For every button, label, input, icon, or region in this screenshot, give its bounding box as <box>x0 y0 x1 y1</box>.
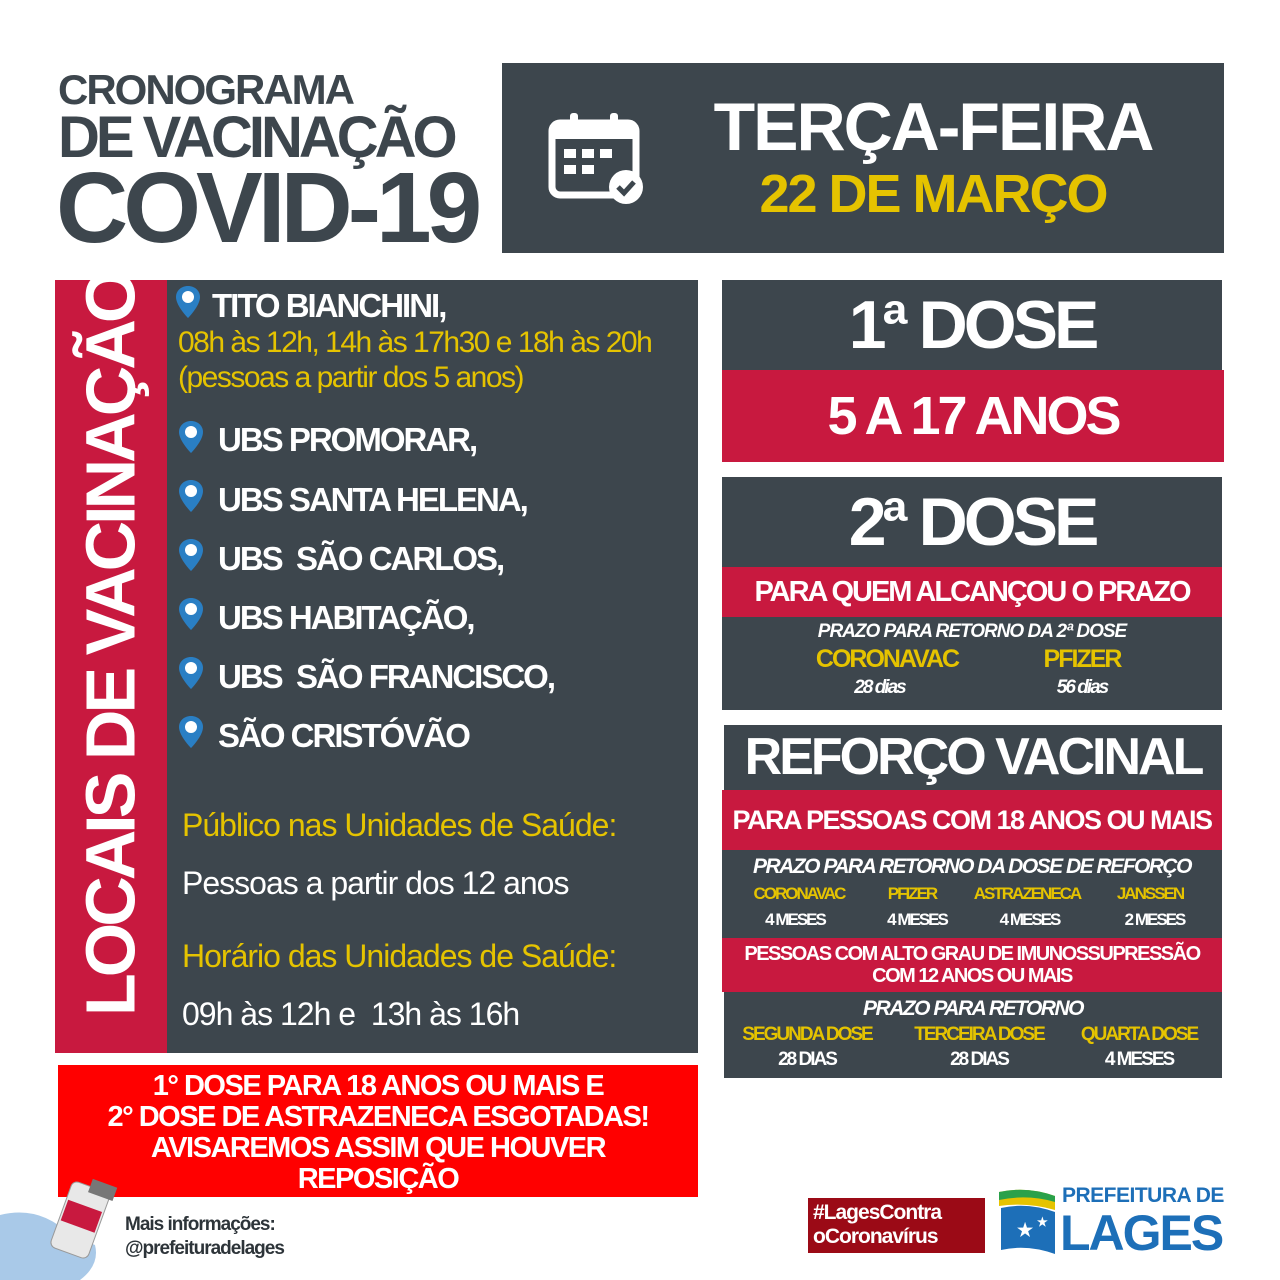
imuno-box <box>722 938 1222 992</box>
vaccine-name: PFIZER <box>887 884 937 903</box>
vaccine-time: 4 MESES <box>887 910 947 929</box>
vaccine-name: CORONAVAC <box>815 645 959 673</box>
location-pin-icon <box>178 479 204 513</box>
dose-name: QUARTA DOSE <box>1080 1024 1198 1045</box>
alert-line: AVISAREMOS ASSIM QUE HOUVER <box>150 1132 606 1164</box>
tito-hours: 08h às 12h, 14h às 17h30 e 18h às 20h <box>178 326 652 359</box>
logo-top: PREFEITURA DE <box>1062 1184 1224 1207</box>
dose2-title: 2ª DOSE <box>722 477 1222 567</box>
dose-time: 28 DIAS <box>950 1049 1008 1070</box>
location-pin-icon <box>178 597 204 631</box>
locais-strip <box>55 272 167 1053</box>
calendar-icon <box>548 111 648 207</box>
imuno-line1: PESSOAS COM ALTO GRAU DE IMUNOSSUPRESSÃO <box>744 943 1200 965</box>
imuno-prazo: PRAZO PARA RETORNO <box>863 997 1083 1020</box>
vaccine-time: 4 MESES <box>765 910 825 929</box>
vaccine-time: 4 MESES <box>999 910 1060 929</box>
alert-line: 1° DOSE PARA 18 ANOS OU MAIS E <box>152 1070 604 1102</box>
hashtag-badge <box>808 1198 985 1253</box>
tito-name: TITO BIANCHINI, <box>212 287 446 324</box>
dose2-prazo: PRAZO PARA RETORNO DA 2ª DOSE <box>817 621 1127 642</box>
dose1-title: 1ª DOSE <box>722 280 1222 370</box>
logo-main: LAGES <box>1060 1205 1223 1261</box>
vaccine-vial-image <box>0 1175 135 1280</box>
dose-time: 4 MESES <box>1104 1049 1174 1070</box>
date: 22 DE MARÇO <box>759 164 1107 224</box>
title-line1: CRONOGRAMA <box>58 66 353 113</box>
vaccine-name: ASTRAZENECA <box>973 884 1081 903</box>
title-line3: COVID-19 <box>56 152 478 264</box>
location-pin-icon <box>178 420 204 454</box>
alert-line: REPOSIÇÃO <box>297 1163 459 1195</box>
imuno-prazo-box <box>724 992 1222 1078</box>
vaccine-name: PFIZER <box>1043 645 1121 673</box>
vaccine-time: 56 dias <box>1056 677 1108 698</box>
unit-item: UBS SÃO CARLOS, <box>218 540 504 577</box>
vaccine-name: JANSSEN <box>1116 884 1184 903</box>
dose1-age: 5 A 17 ANOS <box>722 370 1224 462</box>
date-banner <box>502 63 1224 253</box>
dose-time: 28 DIAS <box>778 1049 836 1070</box>
reforco-sub: PARA PESSOAS COM 18 ANOS OU MAIS <box>722 790 1222 850</box>
horario-value: 09h às 12h e 13h às 16h <box>182 996 520 1032</box>
reforco-prazo-box <box>722 850 1222 938</box>
tito-note: (pessoas a partir dos 5 anos) <box>178 361 524 394</box>
dose2-sub: PARA QUEM ALCANÇOU O PRAZO <box>722 567 1222 617</box>
vaccine-time: 28 dias <box>854 677 905 698</box>
title-line2: DE VACINAÇÃO <box>58 105 454 170</box>
instagram-handle[interactable]: @prefeituradelages <box>125 1238 284 1259</box>
reforco-prazo: PRAZO PARA RETORNO DA DOSE DE REFORÇO <box>752 855 1192 878</box>
imuno-line2: COM 12 ANOS OU MAIS <box>872 965 1072 987</box>
publico-label: Público nas Unidades de Saúde: <box>182 807 617 843</box>
location-pin-icon <box>178 538 204 572</box>
unit-item: UBS HABITAÇÃO, <box>218 599 474 636</box>
locais-title: LOCAIS DE VACINAÇÃO <box>71 272 150 1016</box>
horario-label: Horário das Unidades de Saúde: <box>182 938 617 974</box>
svg-text:★: ★ <box>1037 1215 1046 1229</box>
weekday: TERÇA-FEIRA <box>713 89 1153 165</box>
vaccine-time: 2 MESES <box>1124 910 1185 929</box>
lages-flag-logo <box>997 1188 1059 1258</box>
reforco-title: REFORÇO VACINAL <box>724 725 1222 790</box>
svg-text:★: ★ <box>1017 1220 1032 1240</box>
dose-name: SEGUNDA DOSE <box>742 1024 872 1045</box>
location-pin-icon <box>175 285 201 319</box>
alert-line: 2° DOSE DE ASTRAZENECA ESGOTADAS! <box>107 1101 649 1133</box>
unit-item: UBS SANTA HELENA, <box>218 481 527 518</box>
hashtag-line: oCoronavírus <box>813 1225 938 1248</box>
location-pin-icon <box>178 656 204 690</box>
stock-alert <box>58 1065 698 1197</box>
dose2-prazo-box <box>722 617 1222 710</box>
location-pin-icon <box>178 715 204 749</box>
unit-item: SÃO CRISTÓVÃO <box>218 717 469 754</box>
vaccine-name: CORONAVAC <box>753 884 845 903</box>
info-label: Mais informações: <box>125 1214 275 1235</box>
dose-name: TERCEIRA DOSE <box>914 1024 1044 1045</box>
hashtag-line: #LagesContra <box>813 1201 942 1224</box>
unit-item: UBS PROMORAR, <box>218 421 477 458</box>
unit-item: UBS SÃO FRANCISCO, <box>218 658 555 695</box>
publico-value: Pessoas a partir dos 12 anos <box>182 865 569 901</box>
